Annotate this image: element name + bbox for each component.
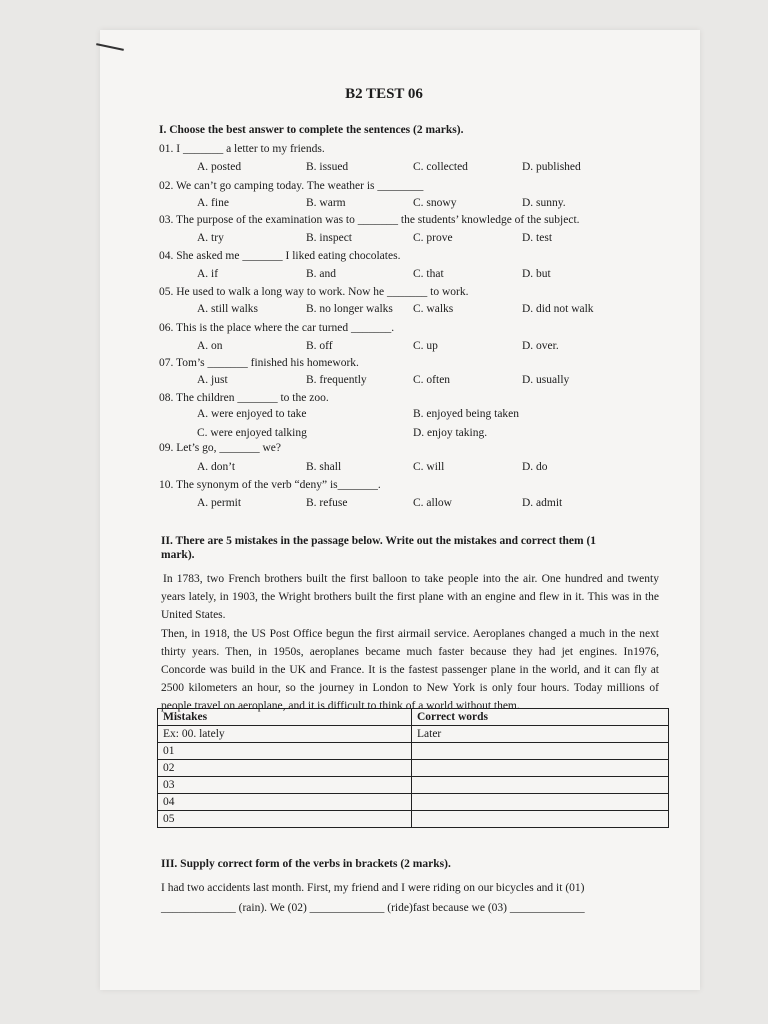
table-cell-correction[interactable] — [412, 811, 669, 828]
section-3-heading: III. Supply correct form of the verbs in brackets (2 marks). — [161, 858, 451, 870]
section-2-heading-line-2: mark). — [161, 549, 195, 561]
table-cell-mistake: 01 — [158, 743, 412, 760]
table-cell-mistake: 02 — [158, 760, 412, 777]
question-6-option-A[interactable]: A. on — [197, 340, 223, 352]
test-title: B2 TEST 06 — [345, 86, 423, 102]
table-cell-correction[interactable] — [412, 760, 669, 777]
passage-paragraph-2: Then, in 1918, the US Post Office begun the first airmail service. Aeroplanes changed a much in the next thirty years. Then, in 1950s, aeroplanes became much faster because they had jet engines. In1976, Concorde was build in the UK and France. It is the fastest passenger plane in the world, and it can fly at 2500 kilometers an hour, so the journey in London to New York is only four hours. Today millions of people travel on aeroplane, and it is difficult to think of a world without them. — [161, 627, 659, 713]
question-7-option-D[interactable]: D. usually — [522, 374, 570, 386]
question-2-option-B[interactable]: B. warm — [306, 197, 346, 209]
question-8-option-C[interactable]: C. were enjoyed talking — [197, 427, 307, 439]
table-row — [158, 743, 669, 760]
question-3-option-D[interactable]: D. test — [522, 232, 553, 244]
question-1-option-D[interactable]: D. published — [522, 161, 581, 173]
mistakes-table — [157, 708, 669, 828]
question-10-option-A[interactable]: A. permit — [197, 497, 242, 509]
question-2: 02. We can’t go camping today. The weather is ________ — [159, 180, 424, 192]
section-3-text — [161, 878, 666, 918]
question-3-option-C[interactable]: C. prove — [413, 232, 453, 244]
table-row — [158, 726, 669, 743]
question-4-option-B[interactable]: B. and — [306, 268, 337, 280]
question-2-option-C[interactable]: C. snowy — [413, 197, 457, 209]
table-cell-mistake: Ex: 00. lately — [158, 726, 412, 743]
question-8: 08. The children _______ to the zoo. — [159, 392, 329, 404]
question-8-option-B[interactable]: B. enjoyed being taken — [413, 408, 520, 420]
section-3-line-2: _____________ (rain). We (02) _____________ (ride)fast because we (03) _____________ — [161, 902, 585, 914]
question-9-option-B[interactable]: B. shall — [306, 461, 342, 473]
table-header-correct-words: Correct words — [412, 709, 669, 726]
table-cell-correction: Later — [412, 726, 669, 743]
question-1-option-A[interactable]: A. posted — [197, 161, 242, 173]
question-5-option-B[interactable]: B. no longer walks — [306, 303, 393, 315]
question-1: 01. I _______ a letter to my friends. — [159, 143, 325, 155]
table-row — [158, 794, 669, 811]
section-2-heading — [161, 535, 666, 561]
question-1-option-B[interactable]: B. issued — [306, 161, 349, 173]
question-7: 07. Tom’s _______ finished his homework. — [159, 357, 359, 369]
question-2-option-A[interactable]: A. fine — [197, 197, 229, 209]
table-cell-correction[interactable] — [412, 794, 669, 811]
table-cell-correction[interactable] — [412, 743, 669, 760]
question-7-option-A[interactable]: A. just — [197, 374, 228, 386]
table-cell-mistake: 03 — [158, 777, 412, 794]
question-6: 06. This is the place where the car turned _______. — [159, 322, 395, 334]
question-2-option-D[interactable]: D. sunny. — [522, 197, 566, 209]
question-9-option-D[interactable]: D. do — [522, 461, 548, 473]
table-row — [158, 777, 669, 794]
paper-sheet — [100, 30, 700, 990]
question-3-option-A[interactable]: A. try — [197, 232, 224, 244]
table-cell-mistake: 05 — [158, 811, 412, 828]
question-10: 10. The synonym of the verb “deny” is_______. — [159, 479, 381, 491]
question-4-option-A[interactable]: A. if — [197, 268, 219, 280]
table-header-mistakes: Mistakes — [158, 709, 412, 726]
section-1-heading: I. Choose the best answer to complete the sentences (2 marks). — [159, 124, 464, 136]
section-2-heading-line-1: II. There are 5 mistakes in the passage below. Write out the mistakes and correct them (1 — [161, 535, 597, 547]
question-9: 09. Let’s go, _______ we? — [159, 442, 282, 454]
question-3: 03. The purpose of the examination was to _______ the students’ knowledge of the subject. — [159, 214, 580, 226]
question-4: 04. She asked me _______ I liked eating chocolates. — [159, 250, 401, 262]
question-9-option-A[interactable]: A. don’t — [197, 461, 236, 473]
question-10-option-C[interactable]: C. allow — [413, 497, 452, 509]
question-3-option-B[interactable]: B. inspect — [306, 232, 352, 244]
question-9-option-C[interactable]: C. will — [413, 461, 445, 473]
question-8-option-D[interactable]: D. enjoy taking. — [413, 427, 488, 439]
question-5-option-A[interactable]: A. still walks — [197, 303, 259, 315]
question-10-option-D[interactable]: D. admit — [522, 497, 563, 509]
question-1-option-C[interactable]: C. collected — [413, 161, 468, 173]
question-5-option-C[interactable]: C. walks — [413, 303, 454, 315]
question-4-option-C[interactable]: C. that — [413, 268, 444, 280]
question-7-option-C[interactable]: C. often — [413, 374, 451, 386]
passage — [161, 570, 659, 716]
table-row — [158, 760, 669, 777]
passage-paragraph-1: In 1783, two French brothers built the first balloon to take people into the air. One hundred and twenty years lately, in 1903, the Wright brothers built the first plane with an engine and flew in it. This was in the United States. — [161, 573, 659, 622]
question-6-option-D[interactable]: D. over. — [522, 340, 559, 352]
question-8-option-A[interactable]: A. were enjoyed to take — [197, 408, 307, 420]
table-header-row — [158, 709, 669, 726]
question-4-option-D[interactable]: D. but — [522, 268, 551, 280]
table-cell-mistake: 04 — [158, 794, 412, 811]
question-7-option-B[interactable]: B. frequently — [306, 374, 367, 386]
question-6-option-C[interactable]: C. up — [413, 340, 438, 352]
question-5: 05. He used to walk a long way to work. Now he _______ to work. — [159, 286, 469, 298]
question-10-option-B[interactable]: B. refuse — [306, 497, 348, 509]
question-5-option-D[interactable]: D. did not walk — [522, 303, 594, 315]
section-3-line-1: I had two accidents last month. First, my friend and I were riding on our bicycles and it (01) — [161, 882, 585, 894]
question-6-option-B[interactable]: B. off — [306, 340, 333, 352]
table-row — [158, 811, 669, 828]
table-cell-correction[interactable] — [412, 777, 669, 794]
